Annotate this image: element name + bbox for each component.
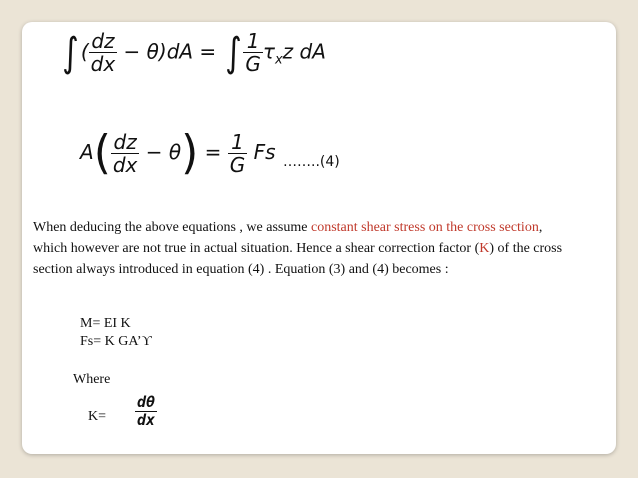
denominator: G [229, 152, 246, 177]
moment-equation: M= EI K [80, 316, 131, 331]
highlight-k: K [479, 241, 490, 256]
equation-integral [60, 30, 326, 76]
integral-sign-right: ∫ [224, 30, 242, 76]
numerator: 1 [243, 31, 263, 53]
explanation-paragraph [33, 217, 578, 280]
left-paren: ( [93, 126, 111, 181]
equals-sign: = [204, 140, 222, 164]
minus-theta: − θ [145, 140, 182, 164]
fraction-dz-dx [89, 31, 118, 75]
where-label: Where [73, 372, 111, 387]
denominator: dx [137, 410, 156, 429]
numerator: 1 [228, 132, 248, 154]
right-paren: ) [181, 126, 199, 181]
fs-symbol: Fs [253, 140, 276, 164]
equation-number: ……..(4) [283, 154, 340, 170]
fraction-1-g [228, 129, 248, 177]
denominator: G [245, 52, 261, 76]
tau-subscript: x [274, 52, 283, 68]
fraction-dtheta-dx [135, 395, 157, 428]
z-da: z dA [282, 39, 326, 64]
fraction-dz-dx [111, 129, 140, 177]
equation-four [80, 128, 276, 179]
k-fraction [135, 395, 157, 428]
paragraph-text-3: ) of the cross section always introduced in equation (4) . Equation (3) and (4) becomes : [33, 241, 563, 277]
k-label: K= [88, 409, 107, 424]
shear-equation: Fs= K GA’ϒ [80, 334, 152, 349]
numerator: dθ [137, 393, 156, 411]
minus-theta-da: − θ)dA = [123, 39, 217, 64]
denominator: dx [112, 152, 138, 177]
highlight-constant-shear: constant shear stress on the cross section [310, 220, 539, 235]
denominator: dx [90, 52, 116, 76]
tau-symbol: τ [262, 39, 275, 64]
numerator: dz [111, 132, 140, 154]
open-paren: ( [80, 39, 89, 64]
integral-sign: ∫ [62, 30, 79, 76]
paragraph-text-1: When deducing the above equations , we assume [33, 220, 311, 235]
numerator: dz [89, 31, 118, 53]
area-symbol: A [80, 140, 94, 164]
fraction-1-g [243, 31, 263, 75]
paragraph-text-2: , which however are not true in actual situation. Hence a shear correction factor ( [33, 220, 543, 256]
